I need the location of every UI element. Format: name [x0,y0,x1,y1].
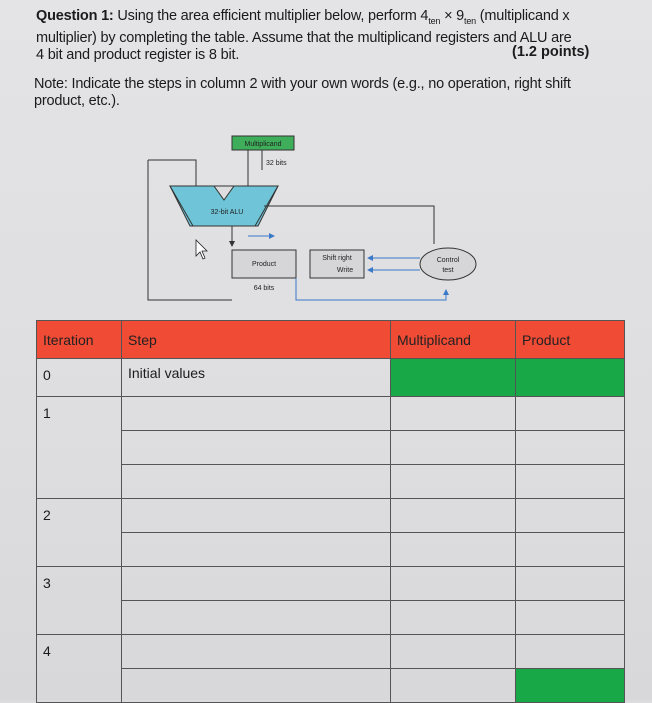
product-label: Product [251,261,277,268]
steps-table [36,320,625,703]
product-cell[interactable] [516,499,625,533]
product-cell[interactable] [516,601,625,635]
table-row [37,567,625,601]
question-line2: multiplier) by completing the table. Assume that the multiplicand registers and ALU are [36,29,572,46]
control-label: Control [436,257,460,264]
table-row [37,359,625,397]
alu-label: 32-bit ALU [210,209,244,216]
step-cell[interactable] [122,669,391,703]
product-cell[interactable] [516,431,625,465]
multiplicand-cell[interactable] [391,601,516,635]
multiplicand-cell[interactable] [391,635,516,669]
product-bits: 64 bits [253,285,275,292]
multiplicand-cell[interactable] [391,359,516,397]
table-row [37,431,625,465]
header-iteration: Iteration [37,321,122,359]
product-cell[interactable] [516,359,625,397]
product-cell[interactable] [516,397,625,431]
multiplicand-cell[interactable] [391,669,516,703]
table-row [37,601,625,635]
step-cell[interactable]: Initial values [122,359,391,397]
subscript-ten: ten [428,15,441,26]
step-cell[interactable] [122,397,391,431]
question-line3: 4 bit and product register is 8 bit. [36,46,240,63]
points: (1.2 points) [512,44,590,60]
iteration-cell: 3 [37,567,122,635]
step-cell[interactable] [122,601,391,635]
question-line1: Using the area efficient multiplier below, perform 4 [113,8,429,24]
control-test [420,248,476,280]
multiplicand-cell[interactable] [391,431,516,465]
multiplicand-cell[interactable] [391,533,516,567]
iteration-cell: 2 [37,499,122,567]
table-row [37,669,625,703]
product-cell[interactable] [516,669,625,703]
header-step: Step [122,321,391,359]
product-cell[interactable] [516,465,625,499]
question-line1-end: (multiplicand x [475,8,570,24]
multiplicand-cell[interactable] [391,567,516,601]
shift-right-label: Shift right [322,255,352,262]
table-row [37,533,625,567]
header-product: Product [516,321,625,359]
table-header-row [37,321,625,359]
step-cell[interactable] [122,499,391,533]
step-cell[interactable] [122,431,391,465]
product-cell[interactable] [516,635,625,669]
header-multiplicand: Multiplicand [391,321,516,359]
subscript-ten: ten [464,15,476,26]
multiplier-diagram [0,0,652,320]
product-cell[interactable] [516,567,625,601]
iteration-cell: 4 [37,635,122,703]
product-cell[interactable] [516,533,625,567]
multiplicand-bits: 32 bits [266,160,287,167]
step-cell[interactable] [122,465,391,499]
mouse-cursor-icon [196,240,207,259]
test-label: test [442,267,454,274]
write-label: Write [336,267,354,274]
question-label: Question 1: [36,8,114,24]
step-cell[interactable] [122,567,391,601]
step-cell[interactable] [122,533,391,567]
multiplicand-cell[interactable] [391,465,516,499]
table-row [37,465,625,499]
table-row [37,499,625,533]
iteration-cell: 0 [37,359,122,397]
note-text: Note: Indicate the steps in column 2 with your own words (e.g., no operation, right shift product, etc.). [34,76,571,109]
iteration-cell: 1 [37,397,122,499]
question-times: × 9 [440,8,465,24]
table-row [37,635,625,669]
multiplicand-cell[interactable] [391,499,516,533]
step-cell[interactable] [122,635,391,669]
multiplicand-cell[interactable] [391,397,516,431]
multiplicand-label: Multiplicand [244,141,282,148]
table-row [37,397,625,431]
